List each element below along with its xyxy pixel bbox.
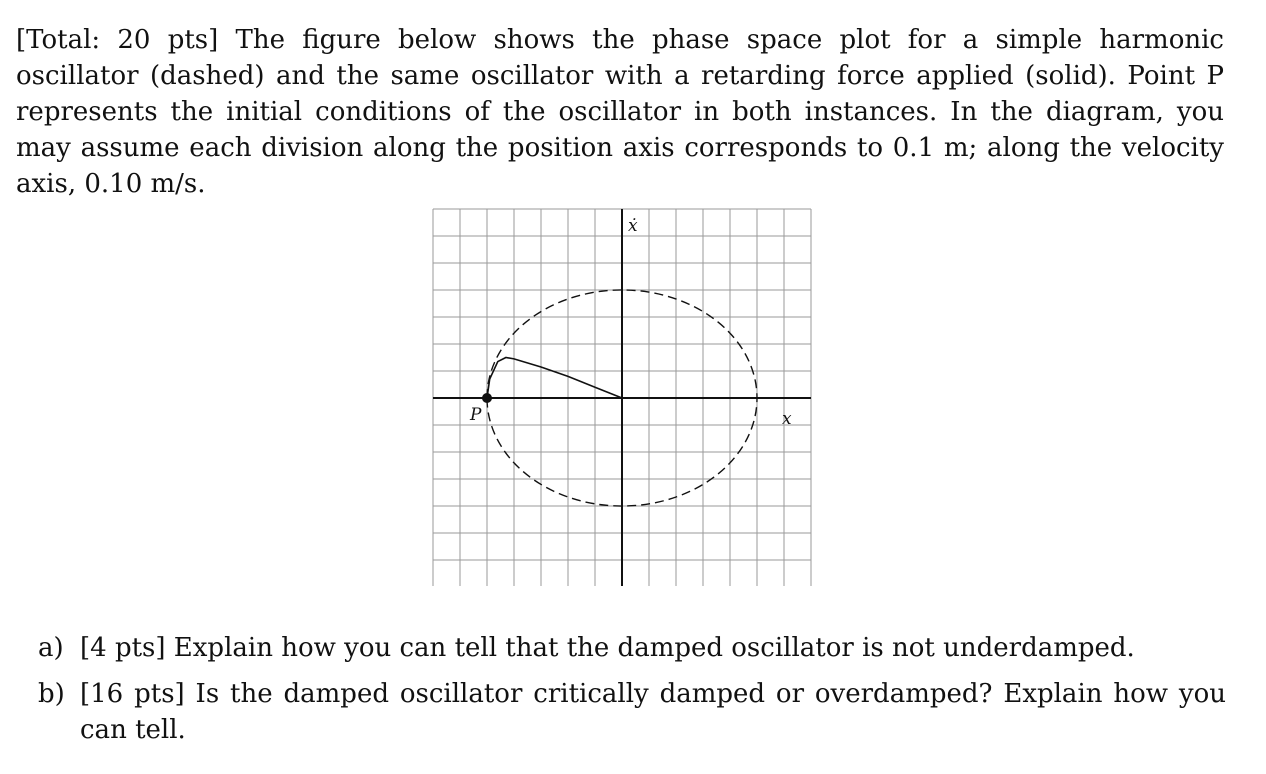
question-letter: a) <box>38 633 64 663</box>
damped-oscillator-curve <box>487 358 622 399</box>
question-item <box>38 630 1226 666</box>
velocity-axis-label: ẋ <box>628 216 638 236</box>
question-text: [4 pts] Explain how you can tell that the damped oscillator is not underdamped. <box>80 633 1135 663</box>
phase-space-figure <box>432 208 812 586</box>
position-axis-label: x <box>782 409 792 429</box>
question-letter: b) <box>38 679 65 709</box>
question-text: [16 pts] Is the damped oscillator critically damped or overdamped? Explain how you can tell. <box>80 679 1226 745</box>
problem-intro: [Total: 20 pts] The figure below shows the phase space plot for a simple harmonic oscillator (dashed) and the same oscillator with a retarding force applied (solid). Point P represents the initial conditions of the oscillator in both instances. In the diagram, you may assume each division along the position axis corresponds to 0.1 m; along the velocity axis, 0.10 m/s. <box>16 25 1224 199</box>
initial-point-marker <box>482 393 492 403</box>
question-item <box>38 676 1226 748</box>
point-p-label: P <box>470 405 482 425</box>
question-list <box>38 630 1226 758</box>
